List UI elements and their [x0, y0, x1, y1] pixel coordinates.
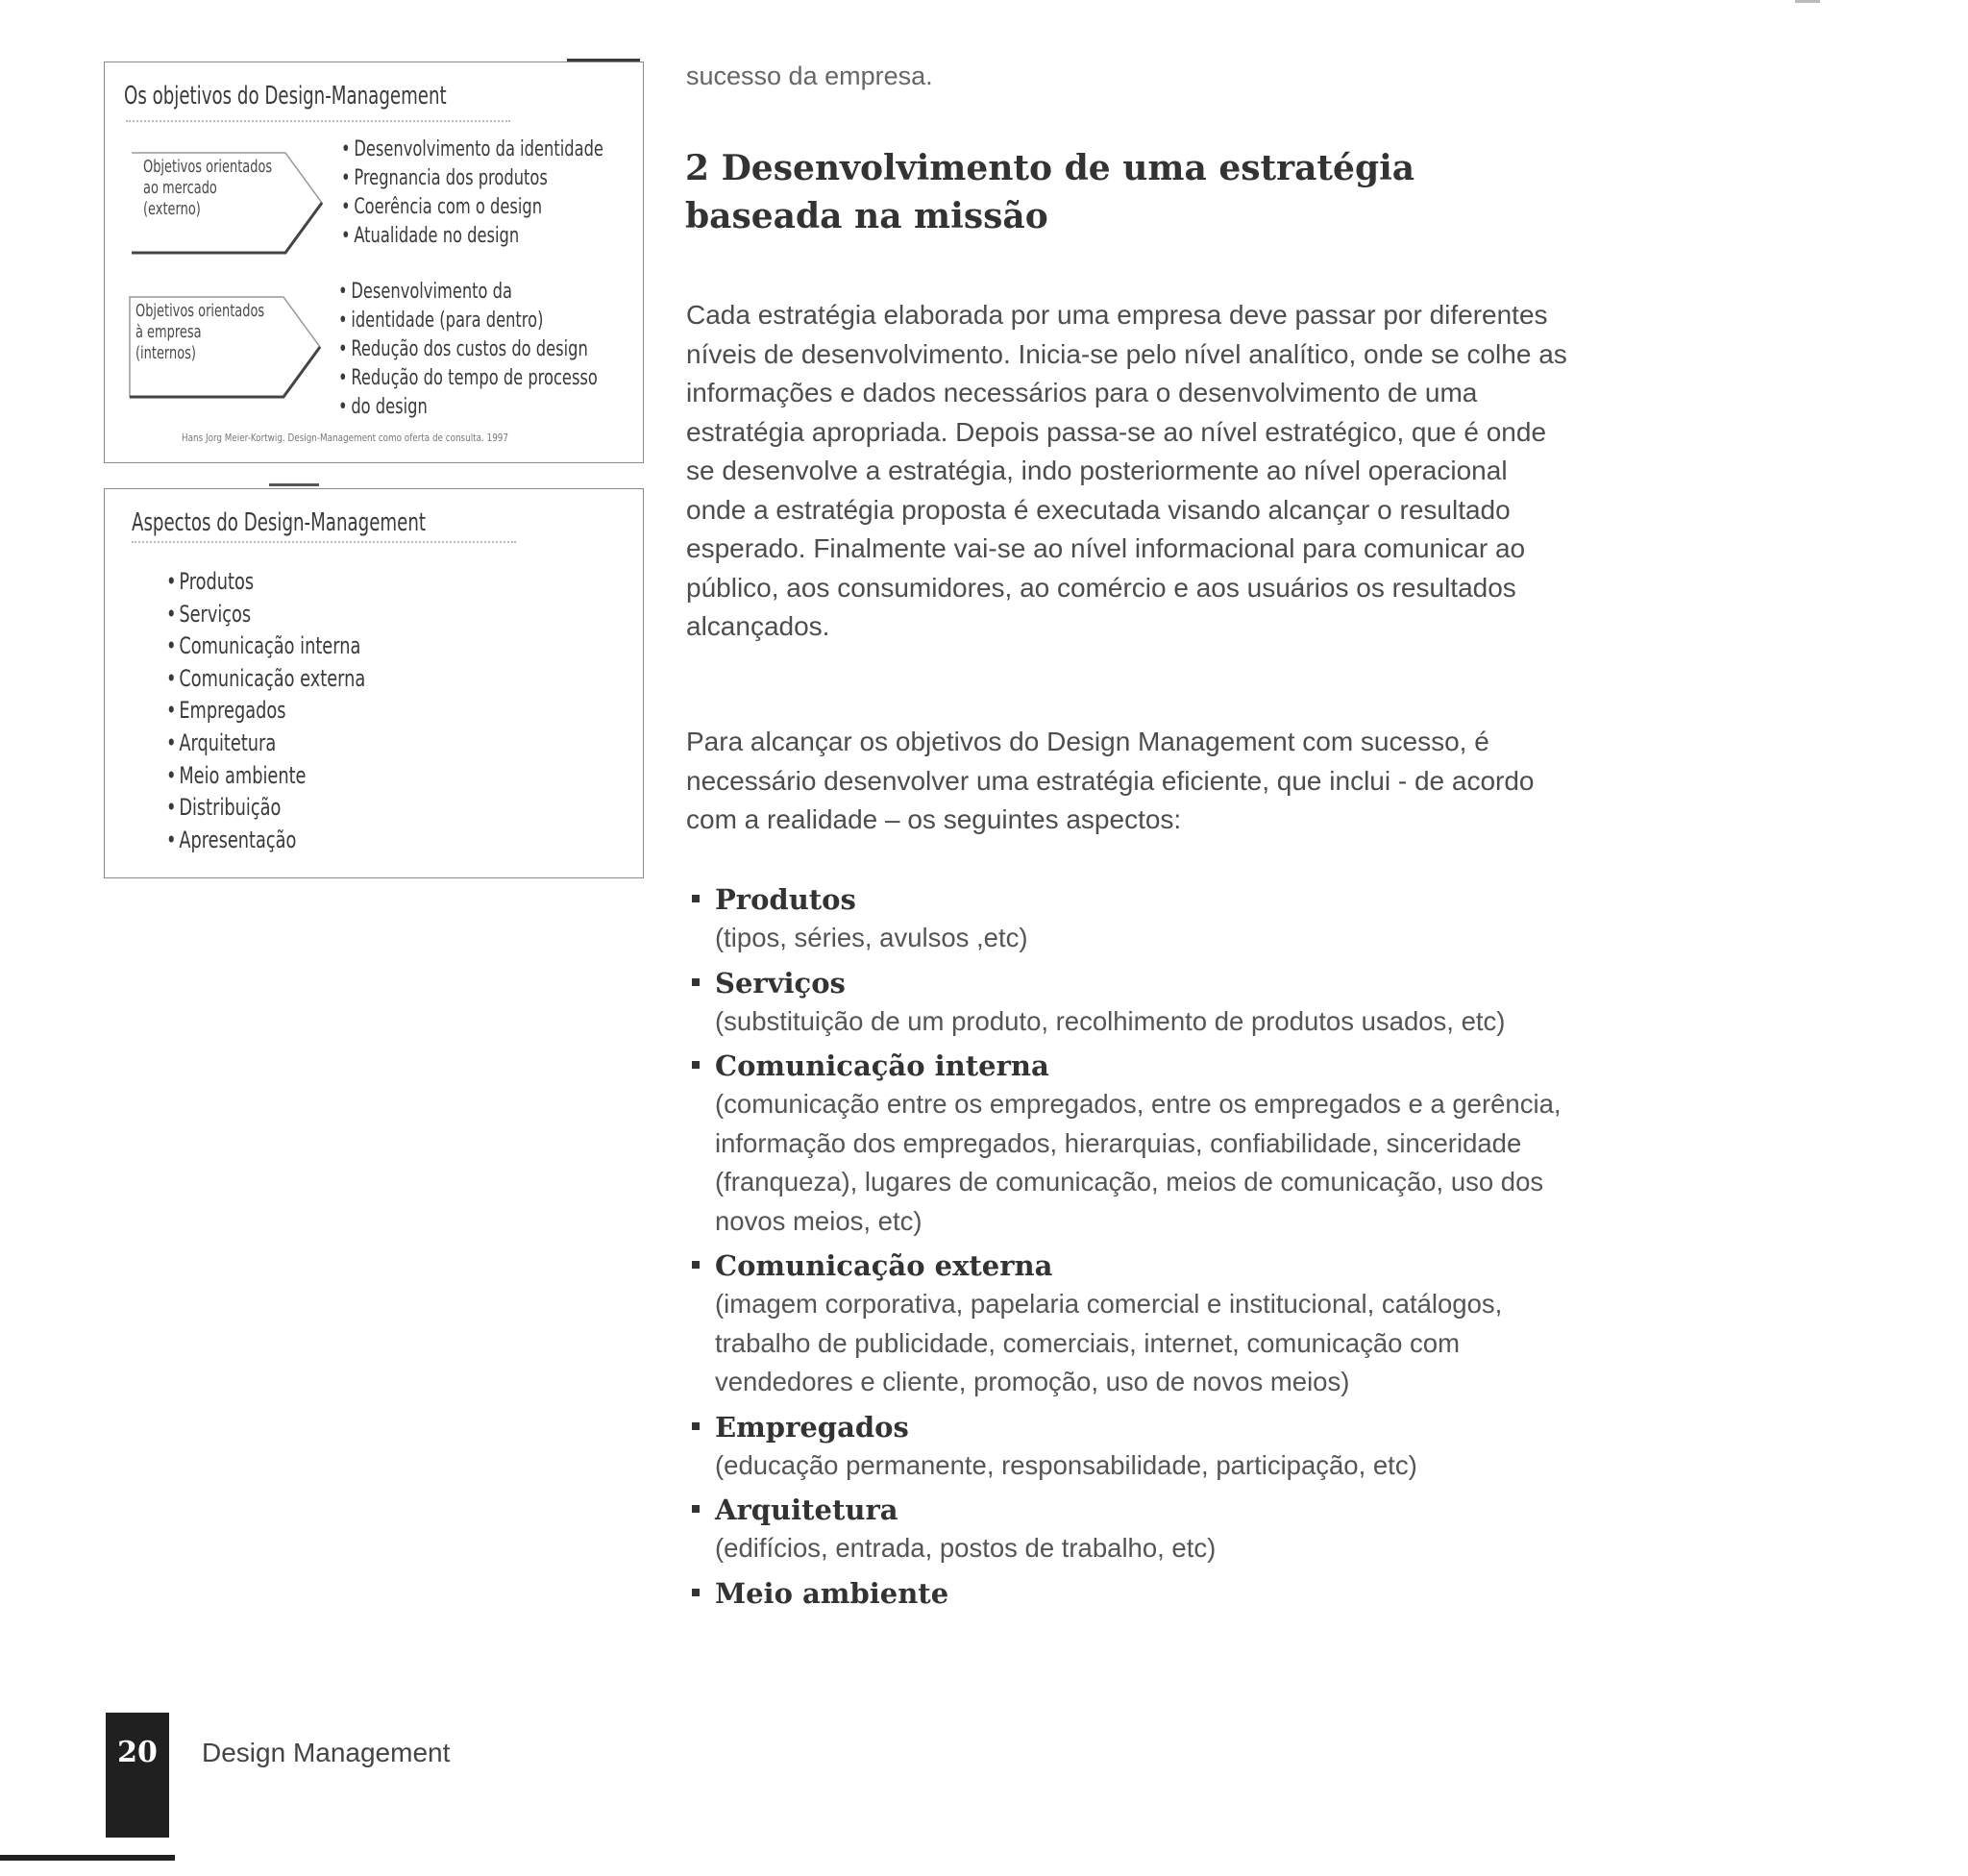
list-item: • Desenvolvimento da: [338, 278, 598, 307]
objectives-box: [104, 62, 644, 463]
list-item: • Atualidade no design: [341, 222, 603, 251]
aspect-item: [690, 1574, 1584, 1613]
company-objectives-list: [338, 278, 598, 422]
aspect-item: [690, 1491, 1584, 1568]
aspect-name: Comunicação externa: [690, 1247, 1584, 1285]
aspect-item: [690, 880, 1584, 958]
group-label-market: [143, 157, 272, 220]
aspect-description: (educação permanente, responsabilidade, participação, etc): [715, 1449, 1417, 1480]
aspect-item: [690, 1408, 1584, 1486]
aspects-box: [104, 488, 644, 878]
list-item: • Apresentação: [166, 825, 365, 857]
footer-rule: [0, 1855, 175, 1861]
aspect-description: (edifícios, entrada, postos de trabalho, etc): [715, 1533, 1217, 1563]
page-number: 20: [117, 1736, 158, 1769]
group-label-line: (internos): [135, 343, 196, 363]
aspect-name: Produtos: [690, 880, 1584, 919]
list-item: • Distribuição: [166, 792, 365, 825]
list-item: • Comunicação externa: [166, 663, 365, 696]
group-label-line: ao mercado: [143, 178, 217, 198]
continuation-text: identidade (para dentro): [351, 309, 544, 333]
aspects-list: [166, 566, 365, 856]
aspect-description: (imagem corporativa, papelaria comercial e institucional, catálogos, trabalho de publicidade, comerciais, internet, comunicação com vendedores e cliente, promoção, uso de novos meios): [715, 1289, 1503, 1396]
running-title: Design Management: [202, 1738, 451, 1767]
list-item: • Meio ambiente: [166, 760, 365, 793]
list-item-continuation: [338, 393, 598, 422]
source-credit: Hans Jorg Meier-Kortwig. Design-Management como oferta de consulta. 1997: [182, 432, 508, 444]
aspects-box-title: Aspectos do Design-Management: [132, 508, 426, 537]
aspect-item: [690, 1047, 1584, 1241]
list-item: • Desenvolvimento da identidade: [341, 136, 603, 164]
list-item: • Coerência com o design: [341, 193, 603, 222]
list-item: • Empregados: [166, 695, 365, 728]
body-paragraph: Para alcançar os objetivos do Design Management com sucesso, é necessário desenvolver uma estratégia eficiente, que inclui - de acordo com a realidade – os seguintes aspectos:: [686, 727, 1535, 834]
group-label-line: Objetivos orientados: [143, 157, 273, 177]
aspect-name: Empregados: [690, 1408, 1584, 1446]
aspect-name: Meio ambiente: [690, 1574, 1584, 1613]
market-objectives-list: [341, 136, 603, 251]
group-label-line: (externo): [143, 199, 201, 219]
aspects-detail-list: [690, 880, 1584, 1613]
group-label-line: à empresa: [135, 322, 202, 342]
list-item: • Redução dos custos do design: [338, 335, 598, 364]
list-item: • Redução do tempo de processo: [338, 364, 598, 393]
continuation-text: do design: [351, 395, 428, 419]
aspect-description: (comunicação entre os empregados, entre os empregados e a gerência, informação dos empregados, hierarquias, confiabilidade, sinceridade (franqueza), lugares de comunicação, meios de comunicação, uso dos novos meios, etc): [715, 1089, 1562, 1236]
box-top-mark: [269, 483, 319, 486]
objectives-box-title: Os objetivos do Design-Management: [124, 82, 447, 111]
list-item-continuation: [338, 307, 598, 335]
list-item: • Arquitetura: [166, 728, 365, 760]
aspect-description: (substituição de um produto, recolhimento de produtos usados, etc): [715, 1005, 1506, 1036]
list-item: • Comunicação interna: [166, 630, 365, 663]
list-item: • Serviços: [166, 599, 365, 631]
group-label-company: [135, 301, 264, 364]
group-label-line: Objetivos orientados: [135, 301, 265, 321]
aspect-item: [690, 1247, 1584, 1402]
list-item: • Produtos: [166, 566, 365, 599]
page-number-block: [106, 1713, 169, 1838]
title-dotted-rule: [132, 541, 516, 543]
corner-mark: [1795, 0, 1820, 3]
title-dotted-rule: [126, 120, 510, 122]
aspect-name: Arquitetura: [690, 1491, 1584, 1529]
aspect-item: [690, 964, 1584, 1042]
list-item: • Pregnancia dos produtos: [341, 164, 603, 193]
aspect-name: Comunicação interna: [690, 1047, 1584, 1085]
body-paragraph: Cada estratégia elaborada por uma empresa deve passar por diferentes níveis de desenvolvimento. Inicia-se pelo nível analítico, onde se colhe as informações e dados necessários para o desenvolvimento de uma estratégia apropriada. Depois passa-se ao nível estratégico, que é onde se desenvolve a estratégia, indo posteriormente ao nível operacional onde a estratégia proposta é executada visando alcançar o resultado esperado. Finalmente vai-se ao nível informacional para comunicar ao público, aos consumidores, ao comércio e aos usuários os resultados alcançados.: [686, 300, 1567, 641]
aspect-name: Serviços: [690, 964, 1584, 1002]
aspect-description: (tipos, séries, avulsos ,etc): [715, 923, 1028, 952]
continued-text-fragment: sucesso da empresa.: [686, 62, 933, 90]
section-heading: 2 Desenvolvimento de uma estratégia baseada na missão: [685, 148, 1415, 236]
